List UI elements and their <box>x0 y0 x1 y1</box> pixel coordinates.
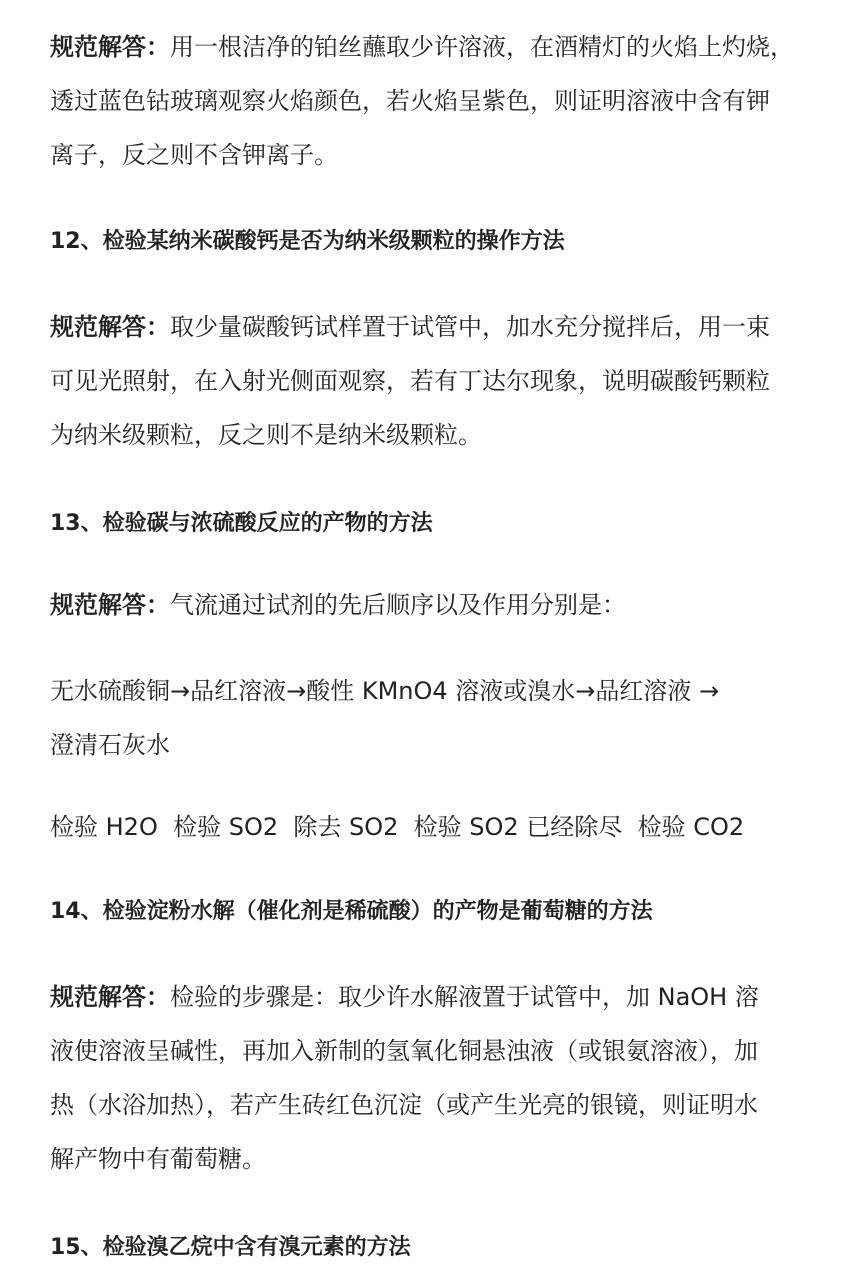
section11-answer <box>50 20 820 182</box>
section11-answer-line-2: 透过蓝色钴玻璃观察火焰颜色，若火焰呈紫色，则证明溶液中含有钾 <box>50 87 770 115</box>
section14-answer <box>50 970 820 1186</box>
answer-label: 规范解答： <box>50 983 170 1011</box>
section14-answer-line-2: 液使溶液呈碱性，再加入新制的氢氧化铜悬浊液（或银氨溶液），加 <box>50 1037 758 1065</box>
section14-answer-line-4: 解产物中有葡萄糖。 <box>50 1145 266 1173</box>
section12-answer-line-1: 规范解答：取少量碳酸钙试样置于试管中，加水充分搅拌后，用一束 <box>50 313 770 341</box>
section13-sequence-line-1: 无水硫酸铜→品红溶液→酸性 KMnO4 溶液或溴水→品红溶液 → <box>50 677 720 705</box>
section13-heading: 13、检验碳与浓硫酸反应的产物的方法 <box>50 511 433 536</box>
section12-answer <box>50 300 820 462</box>
section14-answer-line-1: 规范解答：检验的步骤是：取少许水解液置于试管中，加 NaOH 溶 <box>50 983 759 1011</box>
section11-answer-line-1: 规范解答：用一根洁净的铂丝蘸取少许溶液，在酒精灯的火焰上灼烧， <box>50 33 794 61</box>
section13-purpose-line: 检验 H2O 检验 SO2 除去 SO2 检验 SO2 已经除尽 检验 CO2 <box>50 813 745 841</box>
answer-label: 规范解答： <box>50 313 170 341</box>
answer-label: 规范解答： <box>50 591 170 619</box>
section11-answer-line-3: 离子，反之则不含钾离子。 <box>50 141 338 169</box>
section12-answer-line-3: 为纳米级颗粒，反之则不是纳米级颗粒。 <box>50 421 482 449</box>
section12-answer-line-2: 可见光照射，在入射光侧面观察，若有丁达尔现象，说明碳酸钙颗粒 <box>50 367 770 395</box>
section12-heading: 12、检验某纳米碳酸钙是否为纳米级颗粒的操作方法 <box>50 229 565 254</box>
section13-sequence <box>50 664 820 772</box>
answer-label: 规范解答： <box>50 33 170 61</box>
section14-heading: 14、检验淀粉水解（催化剂是稀硫酸）的产物是葡萄糖的方法 <box>50 899 653 924</box>
section13-purpose <box>50 800 820 854</box>
section13-answer <box>50 578 820 632</box>
section15-heading: 15、检验溴乙烷中含有溴元素的方法 <box>50 1235 411 1260</box>
section14-answer-line-3: 热（水浴加热），若产生砖红色沉淀（或产生光亮的银镜，则证明水 <box>50 1091 758 1119</box>
section13-answer-line-1: 规范解答：气流通过试剂的先后顺序以及作用分别是： <box>50 591 626 619</box>
section13-sequence-line-2: 澄清石灰水 <box>50 731 170 759</box>
